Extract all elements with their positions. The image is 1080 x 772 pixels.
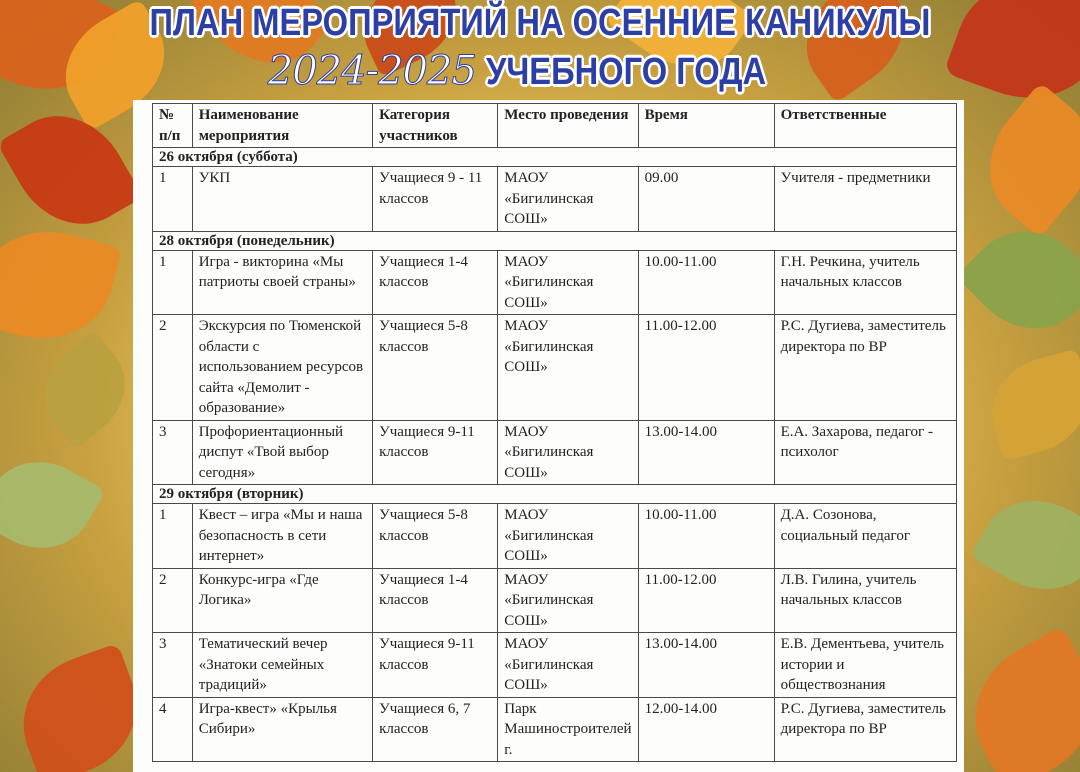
cell-num: 2: [153, 568, 193, 633]
cell-participants: Учащиеся 9-11 классов: [373, 420, 498, 485]
cell-num: 3: [153, 633, 193, 698]
cell-time: 09.00: [638, 167, 774, 232]
table-row: [153, 420, 957, 485]
cell-name: УКП: [192, 167, 372, 232]
cell-responsible: Д.А. Созонова, социальный педагог: [774, 504, 956, 569]
table-row: [153, 568, 957, 633]
cell-name: Экскурсия по Тюменской области с использованием ресурсов сайта «Демолит - образование»: [192, 315, 372, 421]
cell-time: 11.00-12.00: [638, 315, 774, 421]
day-label: 29 октября (вторник): [153, 485, 957, 504]
cell-place: МАОУ «Бигилинская СОШ»: [498, 568, 638, 633]
day-row: [153, 485, 957, 504]
cell-responsible: Учителя - предметники: [774, 167, 956, 232]
cell-name: Квест – игра «Мы и наша безопасность в сети интернет»: [192, 504, 372, 569]
cell-num: 1: [153, 250, 193, 315]
cell-place: МАОУ «Бигилинская СОШ»: [498, 420, 638, 485]
cell-participants: Учащиеся 1-4 классов: [373, 568, 498, 633]
day-label: 26 октября (суббота): [153, 148, 957, 167]
table-row: [153, 250, 957, 315]
cell-place: МАОУ «Бигилинская СОШ»: [498, 504, 638, 569]
cell-responsible: Е.В. Дементьева, учитель истории и обществознания: [774, 633, 956, 698]
table-row: [153, 697, 957, 762]
cell-place: Парк Машиностроителей г.: [498, 697, 638, 762]
table-row: [153, 167, 957, 232]
cell-responsible: Е.А. Захарова, педагог - психолог: [774, 420, 956, 485]
header-name: Наименование мероприятия: [192, 104, 372, 148]
page-title-line2-rest: УЧЕБНОГО ГОДА: [486, 51, 767, 93]
cell-participants: Учащиеся 5-8 классов: [373, 315, 498, 421]
header-responsible: Ответственные: [774, 104, 956, 148]
cell-responsible: Р.С. Дугиева, заместитель директора по ВР: [774, 315, 956, 421]
cell-responsible: Р.С. Дугиева, заместитель директора по ВР: [774, 697, 956, 762]
cell-participants: Учащиеся 6, 7 классов: [373, 697, 498, 762]
cell-participants: Учащиеся 1-4 классов: [373, 250, 498, 315]
table-row: [153, 315, 957, 421]
cell-time: 13.00-14.00: [638, 633, 774, 698]
day-row: [153, 148, 957, 167]
table-header-row: [153, 104, 957, 148]
header-num: № п/п: [153, 104, 193, 148]
cell-num: 1: [153, 167, 193, 232]
cell-time: 10.00-11.00: [638, 504, 774, 569]
events-table: [152, 103, 957, 762]
cell-participants: Учащиеся 9 - 11 классов: [373, 167, 498, 232]
cell-num: 4: [153, 697, 193, 762]
cell-place: МАОУ «Бигилинская СОШ»: [498, 167, 638, 232]
cell-place: МАОУ «Бигилинская СОШ»: [498, 250, 638, 315]
cell-responsible: Л.В. Гилина, учитель начальных классов: [774, 568, 956, 633]
cell-name: Тематический вечер «Знатоки семейных традиций»: [192, 633, 372, 698]
header-time: Время: [638, 104, 774, 148]
cell-responsible: Г.Н. Речкина, учитель начальных классов: [774, 250, 956, 315]
day-label: 28 октября (понедельник): [153, 231, 957, 250]
day-row: [153, 231, 957, 250]
cell-name: Конкурс-игра «Где Логика»: [192, 568, 372, 633]
cell-time: 10.00-11.00: [638, 250, 774, 315]
cell-place: МАОУ «Бигилинская СОШ»: [498, 315, 638, 421]
cell-num: 2: [153, 315, 193, 421]
cell-time: 11.00-12.00: [638, 568, 774, 633]
table-row: [153, 504, 957, 569]
cell-participants: Учащиеся 5-8 классов: [373, 504, 498, 569]
cell-name: Профориентационный диспут «Твой выбор сегодня»: [192, 420, 372, 485]
cell-name: Игра - викторина «Мы патриоты своей страны»: [192, 250, 372, 315]
page-title-line2: [0, 48, 1080, 94]
cell-time: 12.00-14.00: [638, 697, 774, 762]
cell-place: МАОУ «Бигилинская СОШ»: [498, 633, 638, 698]
header-place: Место проведения: [498, 104, 638, 148]
table-row: [153, 633, 957, 698]
school-year: 2024-2025: [267, 48, 476, 94]
cell-num: 1: [153, 504, 193, 569]
cell-name: Игра-квест» «Крылья Сибири»: [192, 697, 372, 762]
header-participants: Категория участников: [373, 104, 498, 148]
page-title-line1: ПЛАН МЕРОПРИЯТИЙ НА ОСЕННИЕ КАНИКУЛЫ: [149, 2, 931, 44]
cell-time: 13.00-14.00: [638, 420, 774, 485]
cell-participants: Учащиеся 9-11 классов: [373, 633, 498, 698]
cell-num: 3: [153, 420, 193, 485]
schedule-sheet: [133, 100, 964, 772]
